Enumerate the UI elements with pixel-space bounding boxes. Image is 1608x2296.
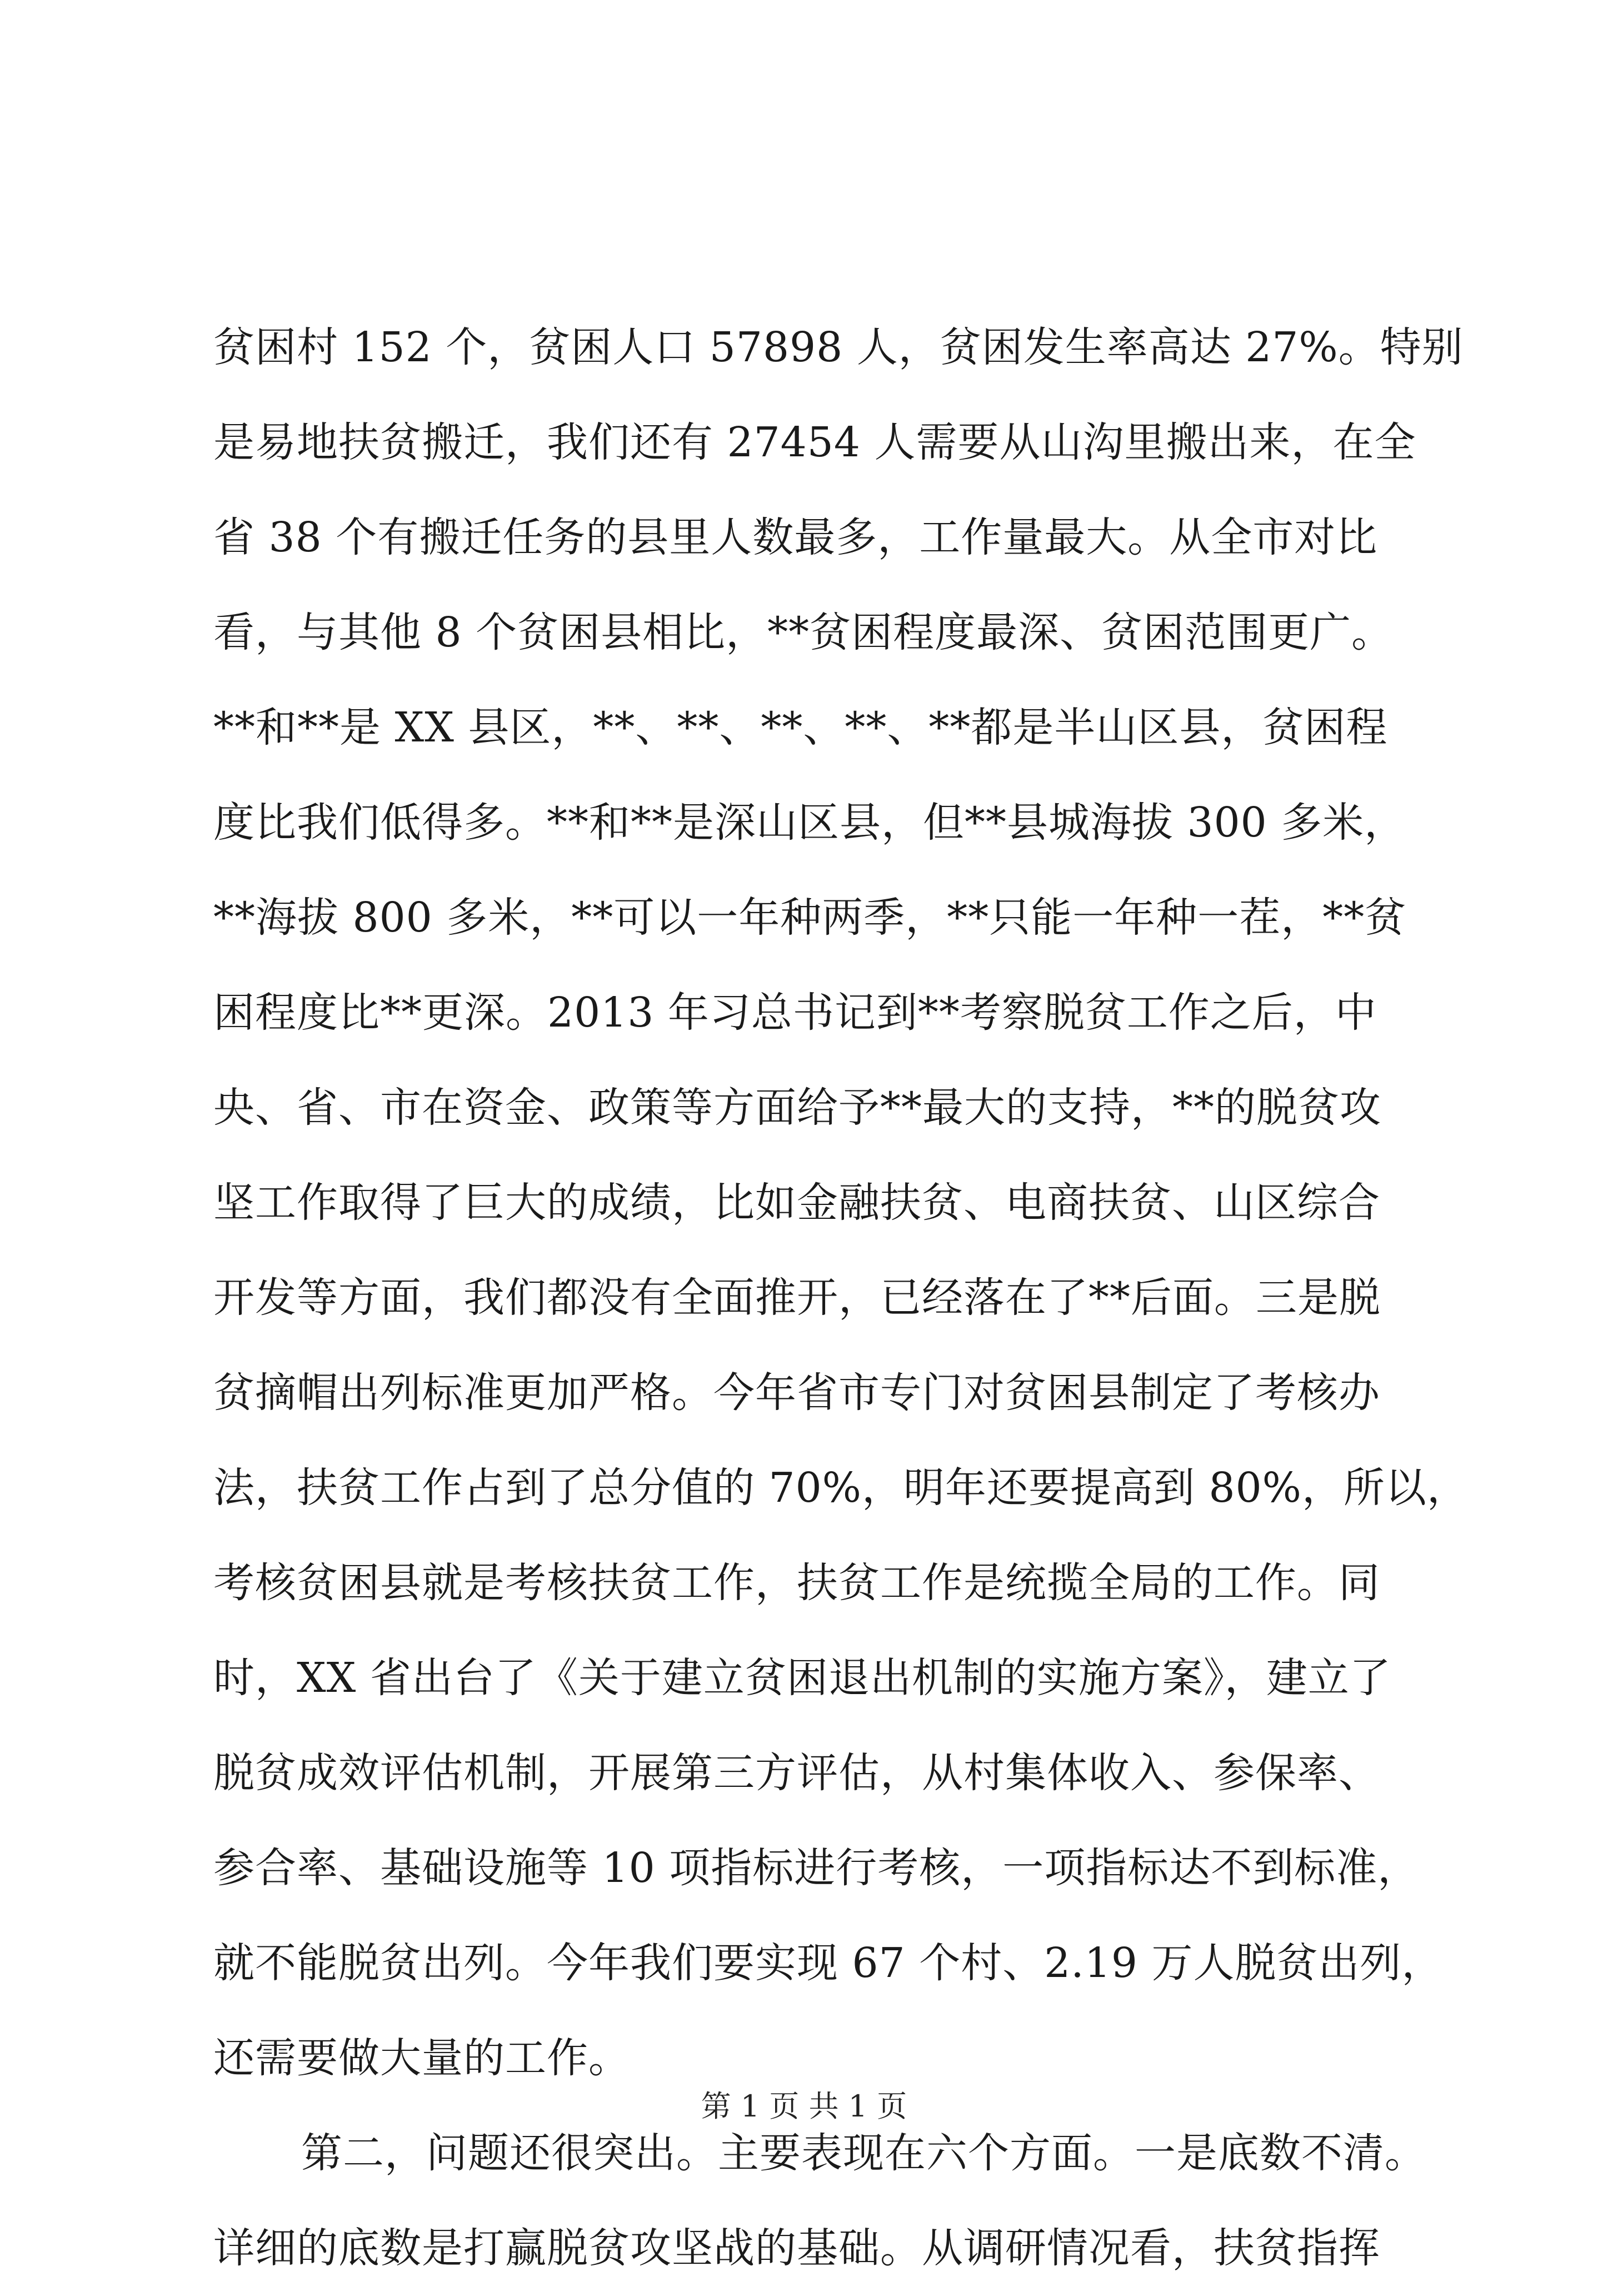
text-line: 坚工作取得了巨大的成绩，比如金融扶贫、电商扶贫、山区综合	[213, 1179, 1380, 1227]
text-line: 贫困村 152 个，贫困人口 57898 人，贫困发生率高达 27%。特别	[213, 323, 1464, 371]
text-line: 法，扶贫工作占到了总分值的 70%，明年还要提高到 80%，所以，	[213, 1464, 1469, 1512]
text-line: 省 38 个有搬迁任务的县里人数最多，工作量最大。从全市对比	[213, 514, 1378, 561]
text-line: 是易地扶贫搬迁，我们还有 27454 人需要从山沟里搬出来，在全	[213, 419, 1416, 466]
text-line: 贫摘帽出列标准更加严格。今年省市专门对贫困县制定了考核办	[213, 1369, 1380, 1417]
text-line: 度比我们低得多。**和**是深山区县，但**县城海拔 300 多米，	[213, 799, 1406, 846]
body-text	[213, 300, 1469, 2296]
text-line: 央、省、市在资金、政策等方面给予**最大的支持，**的脱贫攻	[213, 1084, 1381, 1132]
text-line: **和**是 XX 县区，**、**、**、**、**都是半山区县，贫困程	[213, 704, 1388, 751]
paragraph-start-line: 第二，问题还很突出。主要表现在六个方面。一是底数不清。	[301, 2129, 1426, 2177]
text-line: 参合率、基础设施等 10 项指标进行考核，一项指标达不到标准，	[213, 1844, 1420, 1892]
page-footer: 第 1 页 共 1 页	[701, 2089, 907, 2124]
text-line: 还需要做大量的工作。	[213, 2034, 630, 2082]
text-line: 开发等方面，我们都没有全面推开，已经落在了**后面。三是脱	[213, 1274, 1381, 1322]
text-line: 看，与其他 8 个贫困县相比，**贫困程度最深、贫困范围更广。	[213, 609, 1394, 656]
text-line: 详细的底数是打赢脱贫攻坚战的基础。从调研情况看，扶贫指挥	[213, 2224, 1380, 2272]
text-line: 脱贫成效评估机制，开展第三方评估，从村集体收入、参保率、	[213, 1749, 1380, 1797]
text-line: 困程度比**更深。2013 年习总书记到**考察脱贫工作之后，中	[213, 989, 1377, 1037]
text-line: 时，XX 省出台了《关于建立贫困退出机制的实施方案》，建立了	[213, 1654, 1391, 1702]
text-line: 就不能脱贫出列。今年我们要实现 67 个村、2.19 万人脱贫出列，	[213, 1939, 1444, 1987]
text-line: 考核贫困县就是考核扶贫工作，扶贫工作是统揽全局的工作。同	[213, 1559, 1380, 1607]
text-line: **海拔 800 多米，**可以一年种两季，**只能一年种一茬，**贫	[213, 894, 1407, 942]
